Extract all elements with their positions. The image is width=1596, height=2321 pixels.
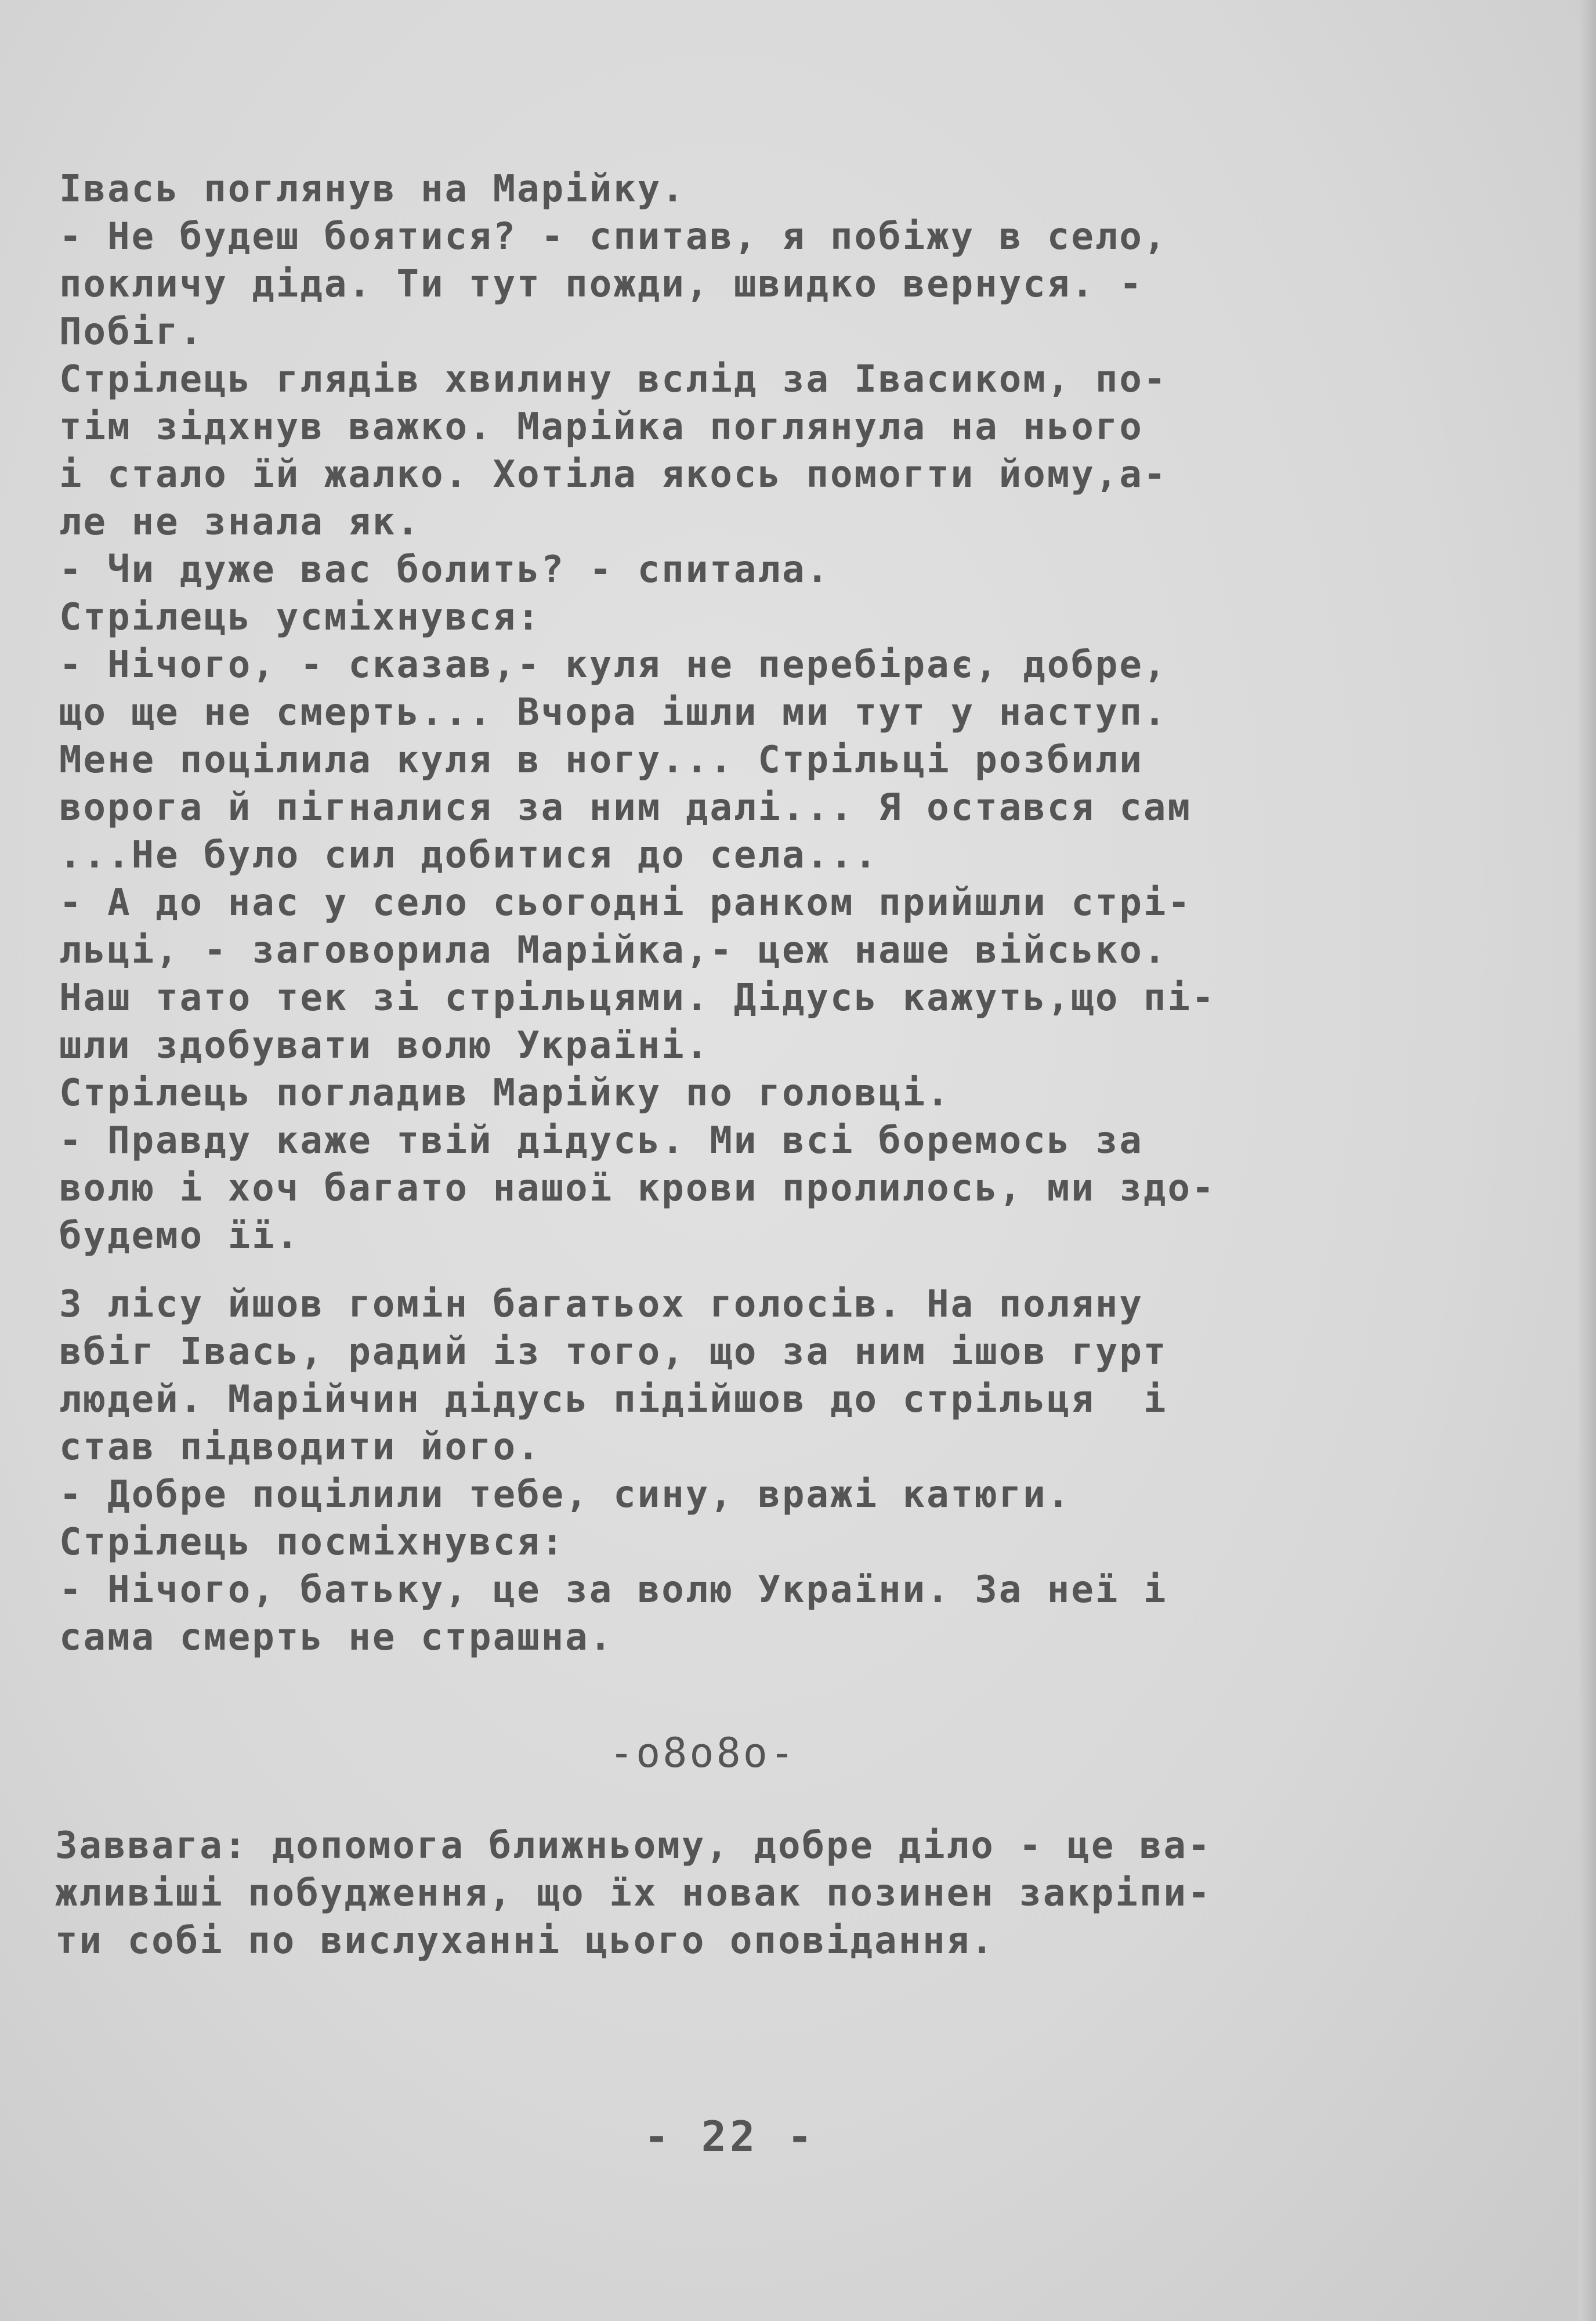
story-line: - А до нас у село сьогодні ранком прийшли стрі- [59,881,1192,924]
story-line: людей. Марійчин дідусь підійшов до стрільця і [59,1378,1168,1421]
story-line: ле не знала як. [59,501,421,544]
story-line: - Нічого, батьку, це за волю України. За неї і [59,1568,1168,1611]
teacher-note [55,1822,1476,1965]
story-line: З лісу йшов гомін багатьох голосів. На поляну [59,1283,1143,1326]
story-line: ...Не було сил добитися до села... [59,834,879,877]
story-text [59,165,1463,1661]
note-line: ти собі по вислуханні цього оповідання. [55,1919,995,1962]
story-line: шли здобувати волю Україні. [59,1024,710,1067]
story-line: Стрілець глядів хвилину вслід за Івасиком, по- [59,358,1168,401]
note-line: жливіші побудження, що їх новак позинен закріпи- [55,1872,1212,1915]
page-edge-shadow [1579,0,1596,2321]
story-line: що ще не смерть... Вчора ішли ми тут у наступ. [59,691,1168,734]
story-line: - Добре поцілили тебе, сину, вражі катюги. [59,1473,1072,1516]
story-line: - Нічого, - сказав,- куля не перебірає, добре, [59,643,1168,686]
story-line: Стрілець усміхнувся: [59,596,541,639]
story-line: сама смерть не страшна. [59,1616,614,1659]
story-line: вбіг Івась, радий із того, що за ним ішов гурт [59,1331,1168,1373]
story-line: - Чи дуже вас болить? - спитала. [59,548,830,591]
page-number: - 22 - [644,2112,816,2161]
story-line: став підводити його. [59,1426,541,1469]
story-line: Наш тато тек зі стрільцями. Дідусь кажуть,що пі- [59,977,1216,1019]
story-line: покличу діда. Ти тут пожди, швидко вернуся. - [59,263,1143,306]
story-line: льці, - заговорила Марійка,- цеж наше військо. [59,929,1168,972]
story-line: Стрілець посміхнувся: [59,1521,566,1564]
story-line: - Не будеш боятися? - спитав, я побіжу в село, [59,215,1168,258]
story-line: Стрілець погладив Марійку по головці. [59,1072,951,1115]
section-divider: -o8o8o- [609,1729,797,1777]
note-line: Заввага: допомога ближньому, добре діло - це ва- [55,1824,1212,1867]
story-line: - Правду каже твій дідусь. Ми всі боремось за [59,1119,1143,1162]
story-line: будемо її. [59,1214,301,1257]
story-line: Мене поцілила куля в ногу... Стрільці розбили [59,739,1143,782]
story-line: волю і хоч багато нашої крови пролилось, ми здо- [59,1167,1216,1210]
story-line: тім зідхнув важко. Марійка поглянула на нього [59,406,1143,449]
story-line: і стало їй жалко. Хотіла якось помогти йому,а- [59,453,1168,496]
story-line: ворога й пігналися за ним далі... Я остався сам [59,786,1192,829]
story-line: Побіг. [59,310,204,353]
paragraph-gap [59,1260,1463,1281]
story-line: Івась поглянув на Марійку. [59,168,686,211]
